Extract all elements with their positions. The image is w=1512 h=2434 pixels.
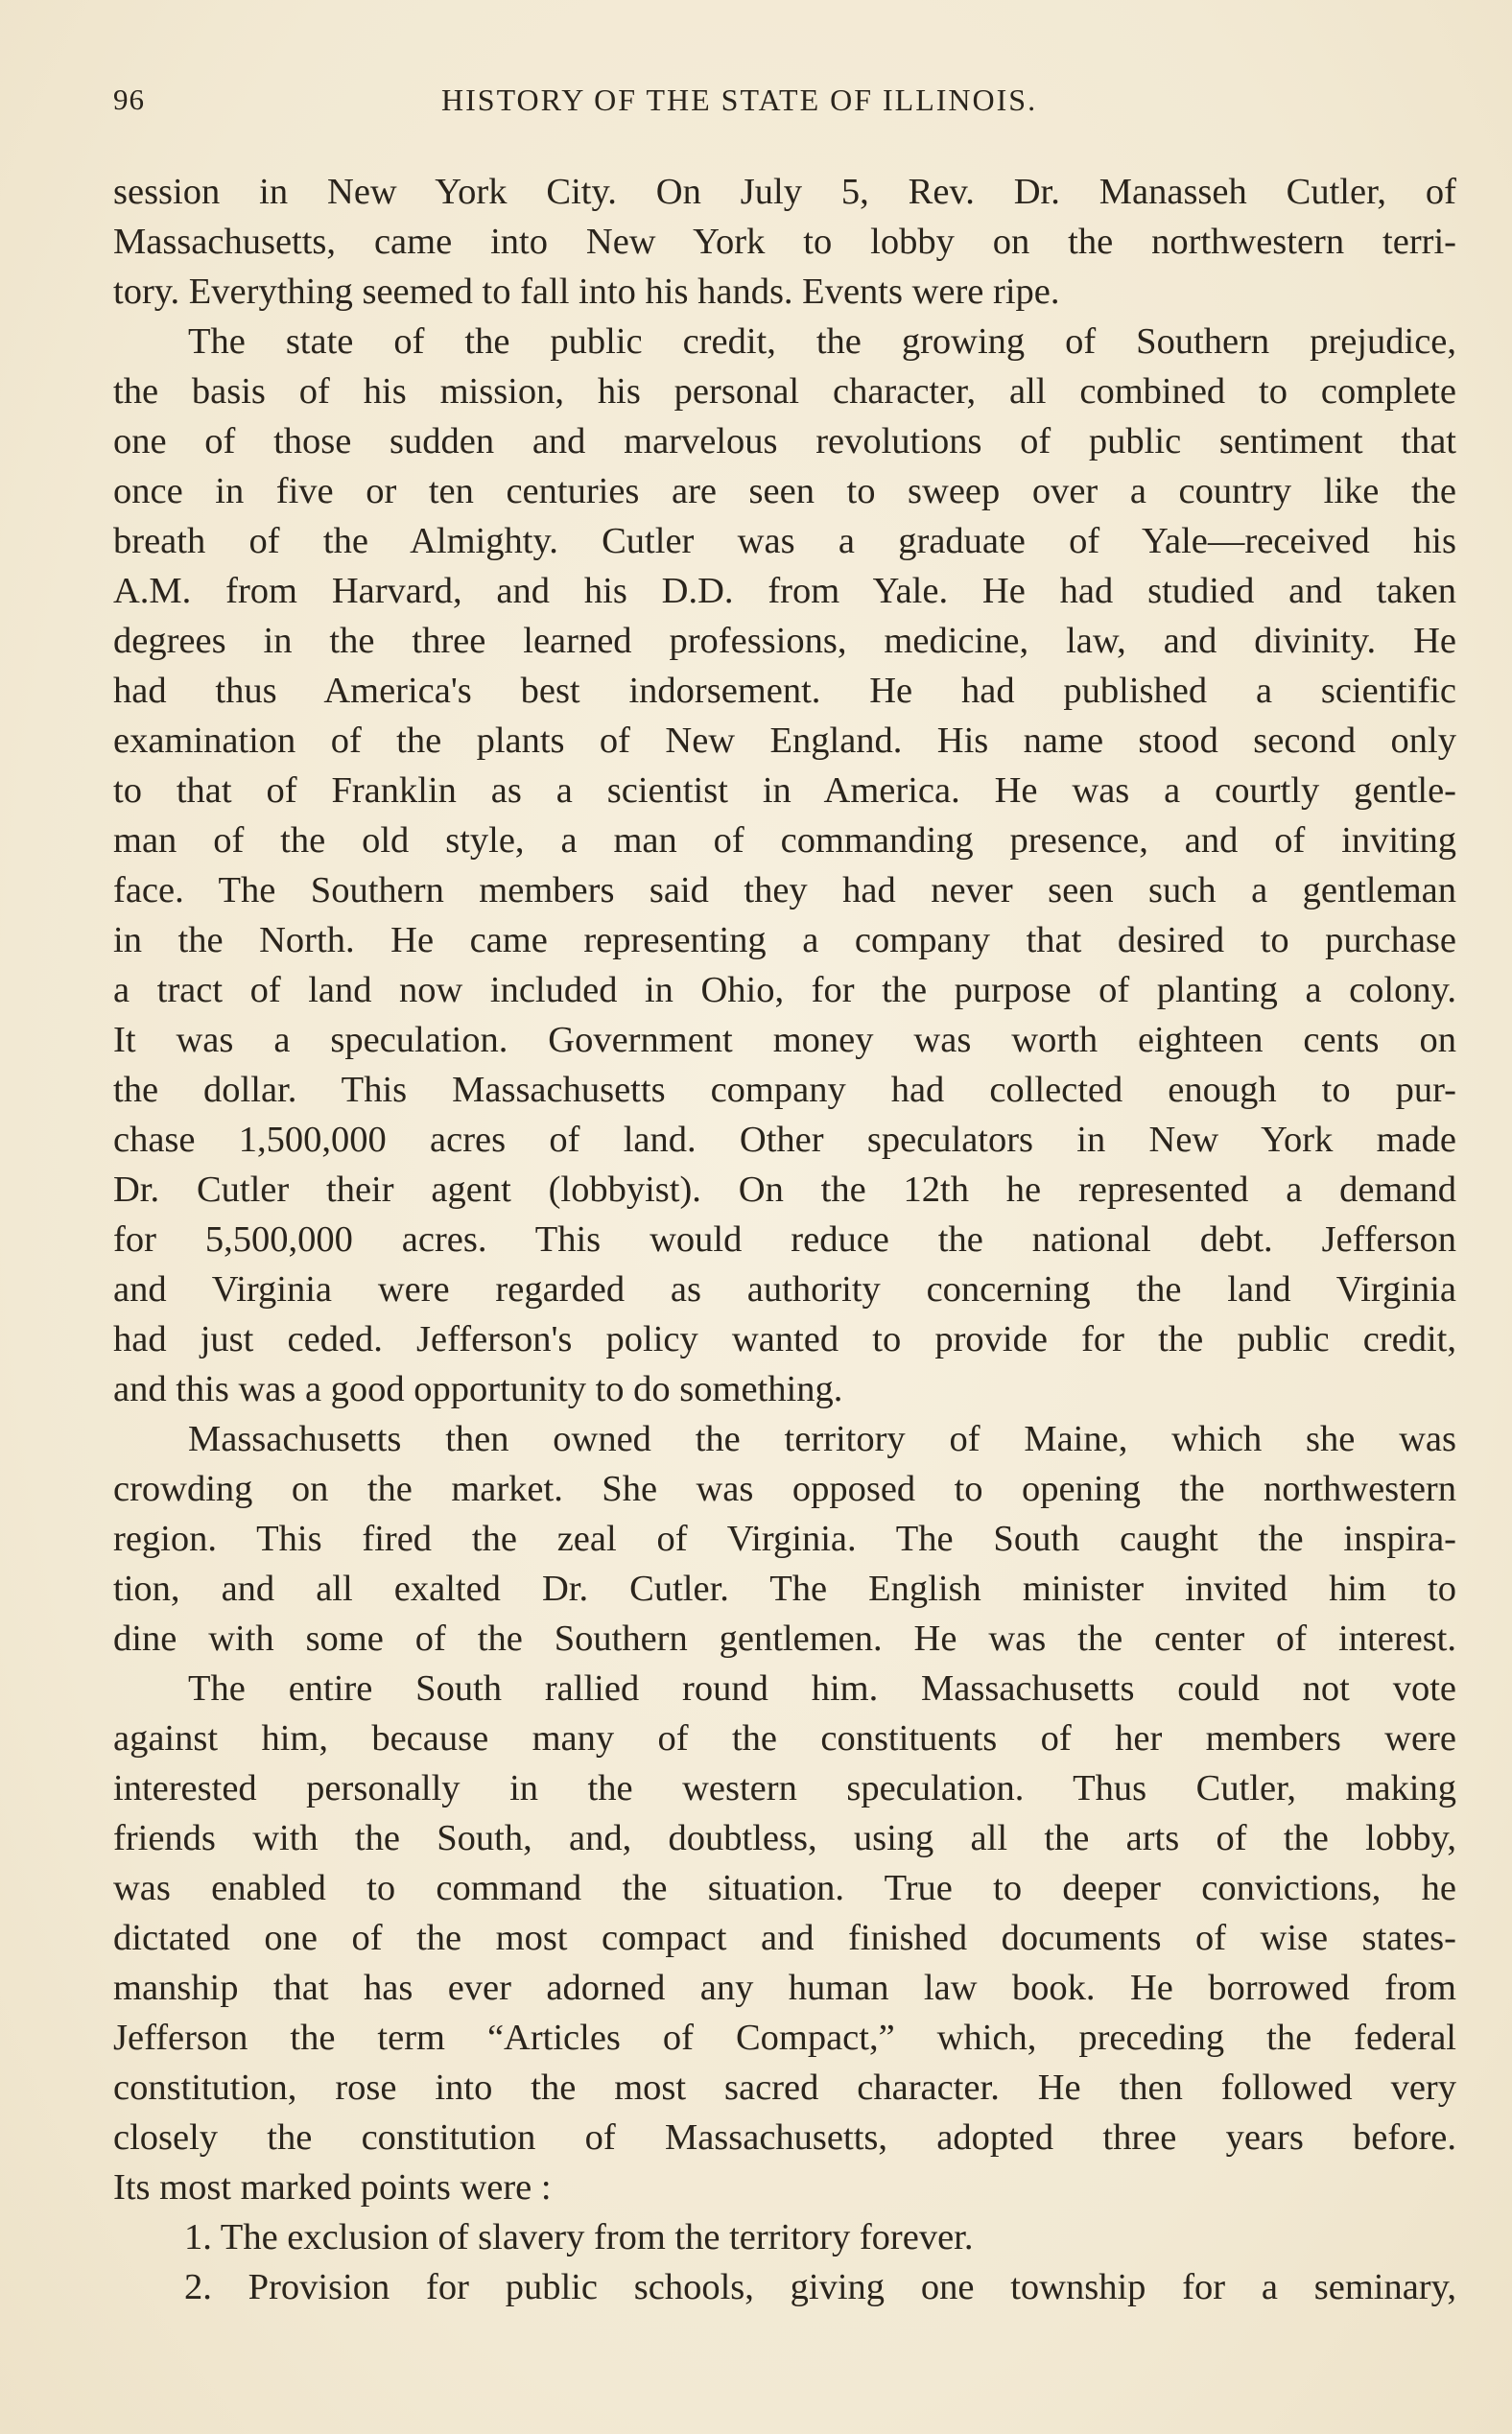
running-title: HISTORY OF THE STATE OF ILLINOIS. <box>441 83 1038 117</box>
text-line: for 5,500,000 acres. This would reduce the national debt. Jefferson <box>113 1219 1456 1260</box>
text-line: in the North. He came representing a company that desired to purchase <box>113 920 1456 960</box>
text-line: The entire South rallied round him. Massachusetts could not vote <box>188 1668 1456 1709</box>
text-line: and this was a good opportunity to do something. <box>113 1369 843 1409</box>
text-line: to that of Franklin as a scientist in America. He was a courtly gentle- <box>113 770 1456 811</box>
body-text <box>113 167 1456 2312</box>
text-line: chase 1,500,000 acres of land. Other speculators in New York made <box>113 1120 1456 1160</box>
text-line: face. The Southern members said they had never seen such a gentleman <box>113 870 1456 910</box>
text-line: The state of the public credit, the growing of Southern prejudice, <box>188 321 1456 362</box>
text-line: a tract of land now included in Ohio, for the purpose of planting a colony. <box>113 970 1456 1010</box>
page-number: 96 <box>113 83 145 116</box>
text-line: interested personally in the western speculation. Thus Cutler, making <box>113 1768 1456 1808</box>
list-item: 2. Provision for public schools, giving one township for a seminary, <box>184 2267 1456 2307</box>
text-line: the basis of his mission, his personal character, all combined to complete <box>113 371 1456 412</box>
text-line: was enabled to command the situation. True to deeper convictions, he <box>113 1868 1456 1908</box>
text-line: man of the old style, a man of commanding presence, and of inviting <box>113 820 1456 861</box>
text-line: the dollar. This Massachusetts company had collected enough to pur- <box>113 1070 1456 1110</box>
text-line: had thus America's best indorsement. He had published a scientific <box>113 671 1456 711</box>
text-line: session in New York City. On July 5, Rev. Dr. Manasseh Cutler, of <box>113 172 1456 212</box>
text-line: manship that has ever adorned any human law book. He borrowed from <box>113 1968 1456 2008</box>
text-line: region. This fired the zeal of Virginia. The South caught the inspira- <box>113 1519 1456 1559</box>
text-line: Jefferson the term “Articles of Compact,” which, preceding the federal <box>113 2018 1456 2058</box>
text-line: had just ceded. Jefferson's policy wanted to provide for the public credit, <box>113 1319 1456 1359</box>
text-line: Its most marked points were : <box>113 2167 552 2208</box>
text-line: crowding on the market. She was opposed to opening the northwestern <box>113 1469 1456 1509</box>
text-line: and Virginia were regarded as authority concerning the land Virginia <box>113 1269 1456 1310</box>
text-line: degrees in the three learned professions, medicine, law, and divinity. He <box>113 621 1456 661</box>
text-line: examination of the plants of New England. His name stood second only <box>113 721 1456 761</box>
text-line: Dr. Cutler their agent (lobbyist). On the 12th he represented a demand <box>113 1170 1456 1210</box>
text-line: Massachusetts then owned the territory of Maine, which she was <box>188 1419 1456 1459</box>
text-line: once in five or ten centuries are seen to sweep over a country like the <box>113 471 1456 511</box>
text-line: dine with some of the Southern gentlemen. He was the center of interest. <box>113 1619 1456 1659</box>
running-head <box>113 83 1456 130</box>
text-line: It was a speculation. Government money was worth eighteen cents on <box>113 1020 1456 1060</box>
text-line: against him, because many of the constituents of her members were <box>113 1718 1456 1759</box>
text-line: closely the constitution of Massachusetts, adopted three years before. <box>113 2117 1456 2158</box>
text-line: tion, and all exalted Dr. Cutler. The English minister invited him to <box>113 1569 1456 1609</box>
text-line: Massachusetts, came into New York to lobby on the northwestern terri- <box>113 222 1456 262</box>
text-line: tory. Everything seemed to fall into his hands. Events were ripe. <box>113 272 1060 312</box>
text-line: constitution, rose into the most sacred character. He then followed very <box>113 2068 1456 2108</box>
text-line: friends with the South, and, doubtless, using all the arts of the lobby, <box>113 1818 1456 1858</box>
list-item: 1. The exclusion of slavery from the territory forever. <box>184 2217 974 2257</box>
text-line: A.M. from Harvard, and his D.D. from Yale. He had studied and taken <box>113 571 1456 611</box>
text-line: one of those sudden and marvelous revolutions of public sentiment that <box>113 421 1456 461</box>
text-line: breath of the Almighty. Cutler was a graduate of Yale—received his <box>113 521 1456 561</box>
text-line: dictated one of the most compact and finished documents of wise states- <box>113 1918 1456 1958</box>
